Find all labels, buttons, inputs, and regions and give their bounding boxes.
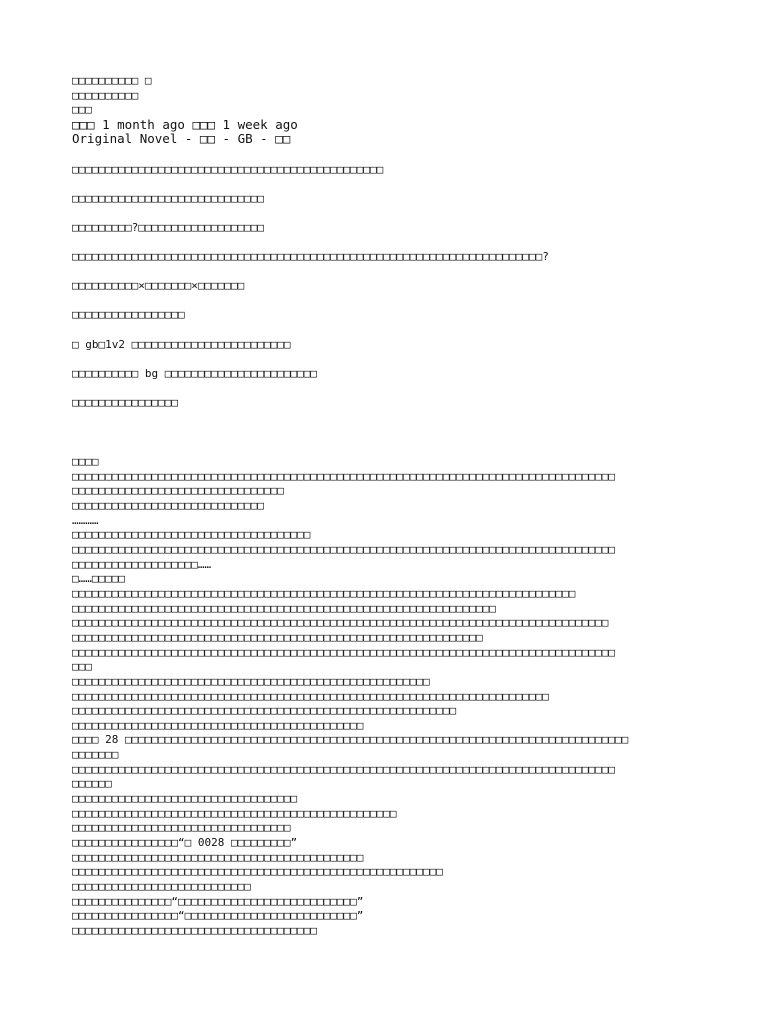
chapter-line: □□□□□□□□□□□□□□□□□□□…… [72, 557, 212, 571]
summary-paragraph: □□□□□□□□□□□□□□□□□ [72, 308, 185, 322]
chapter-line: □□□□□□□□□□□□□□□□□□□□□□□□□□□□□□□□□□□□□□□□□□□□ [72, 850, 364, 864]
chapter-line: □□□□□□□□□□□□□□□□□□□□□□□□□□□□□□□□□□□□□□□□□□□□ [72, 718, 364, 732]
story-page [72, 74, 712, 939]
chapter-line: □□□□□□□ [72, 748, 119, 762]
chapter-line: □□□□□□□□□□□□□□□□□□□□□□□□□□□□□□□□□□□□□□□□□□□□□□□□□□□□□□□□□□□□□□□□□□□□□□□□□□□□ [72, 586, 576, 600]
updated-label: □□□ [192, 116, 216, 132]
chapter-line: □□□□□□□□□□□□□□□□□□□□□□□□□□□□□□□□□□□□□□□□□□□□□□□□□□□□□□□□□□□□□□□□ [72, 601, 496, 615]
chapter-line: ………… [72, 513, 99, 527]
chapter-line: □□□□□□□□□□□□□□□□□□□□□□□□□□□□□□□□ [72, 484, 284, 498]
summary-paragraph: □□□□□□□□□□□□□□□□ [72, 396, 178, 409]
story-meta [72, 74, 712, 147]
chapter-line: □□□□□□□□□□□□□□□□□□□□□□□□□□□□□□□□□□□□□□□□□□□□□□□□□ [72, 806, 397, 820]
story-author: □□□□□□□□□□ [72, 88, 139, 102]
chapter-line: □□□□□□□□□□□□□□□□□□□□□□□□□□□ [72, 880, 251, 894]
story-dates [72, 118, 712, 133]
summary-paragraph: □□□□□□□□□?□□□□□□□□□□□□□□□□□□□ [72, 220, 265, 234]
chapter-line: □□□□ 28 □□□□□□□□□□□□□□□□□□□□□□□□□□□□□□□□□□□□□□□□□□□□□□□□□□□□□□□□□□□□□□□□□□□□□□□□□□□□ [72, 733, 629, 747]
summary-paragraph: □□□□□□□□□□×□□□□□□□×□□□□□□□ [72, 279, 245, 293]
chapter-line: □□□□□□ [72, 777, 112, 791]
story-genre: □□□ [72, 103, 92, 116]
chapter-line: □□□□□□□□□□□□□□□□“□ 0028 □□□□□□□□□” [72, 836, 298, 850]
chapter-line: □□□□□□□□□□□□□□□□□□□□□□□□□□□□□□□□□□□□□□□□□□□□□□□□□□□□□□□□□□□□□□□□□□□□□□□□□□□□□□□□□□ [72, 762, 616, 776]
chapter-line: □□□□□□□□□□□□□□□□□□□□□□□□□□□□□□□□□□□□□□□□□□□□□□□□□□□□□□□□□□□□□□□□□□□□□□□□□□□□□□□□□□ [72, 542, 616, 556]
chapter-line: □□□□□□□□□□□□□□□□□□□□□□□□□□□□□□□□□□□□ [72, 528, 311, 542]
created-label: □□□ [72, 116, 95, 132]
chapter-line: □□□□□□□□□□□□□□□□“□□□□□□□□□□□□□□□□□□□□□□□□□□” [72, 909, 364, 923]
created-date: 1 month ago [102, 116, 185, 132]
story-summary [72, 162, 712, 411]
chapter-line: □□□□□□□□□□□□□□□□□□□□□□□□□□□□□□□□□□□□□□□□□□□□□□□□□□□□□□ [72, 674, 430, 688]
summary-paragraph: □□□□□□□□□□□□□□□□□□□□□□□□□□□□□□□□□□□□□□□□□□□□□□□□□□□□□□□□□□□□□□□□□□□□□□□? [72, 250, 549, 264]
chapter-body [72, 455, 712, 939]
chapter-heading: □□□□ [72, 455, 99, 468]
chapter-line: □□□□□□□□□□□□□□□“□□□□□□□□□□□□□□□□□□□□□□□□□□□” [72, 894, 364, 908]
chapter-line: □□□□□□□□□□□□□□□□□□□□□□□□□□□□□□□□□□□□□□□□□□□□□□□□□□□□□□□□ [72, 865, 443, 879]
chapter-line: □□□□□□□□□□□□□□□□□□□□□□□□□□□□□□□□□□□□□□□□□□□□□□□□□□□□□□□□□□ [72, 704, 457, 718]
story-tags: Original Novel - □□ - GB - □□ [72, 131, 291, 146]
chapter-line: □□□□□□□□□□□□□□□□□□□□□□□□□□□□□□□□□□□□□ [72, 924, 318, 937]
updated-date: 1 week ago [222, 116, 298, 132]
summary-paragraph: □□□□□□□□□□ bg □□□□□□□□□□□□□□□□□□□□□□□ [72, 366, 318, 380]
summary-paragraph: □□□□□□□□□□□□□□□□□□□□□□□□□□□□□□□□□□□□□□□□□□□□□□□ [72, 162, 384, 176]
chapter-line: □□□□□□□□□□□□□□□□□□□□□□□□□□□□□□□□□ [72, 821, 291, 835]
chapter-line: □□□□□□□□□□□□□□□□□□□□□□□□□□□□□□□□□□ [72, 792, 298, 806]
chapter-line: □□□□□□□□□□□□□□□□□□□□□□□□□□□□□□□□□□□□□□□□□□□□□□□□□□□□□□□□□□□□□□□□□□□□□□□□ [72, 689, 549, 703]
chapter-line: □□□□□□□□□□□□□□□□□□□□□□□□□□□□□□□□□□□□□□□□□□□□□□□□□□□□□□□□□□□□□□ [72, 630, 483, 644]
chapter-line: □□□ [72, 660, 92, 674]
chapter-line: □……□□□□□ [72, 572, 125, 586]
chapter-line: □□□□□□□□□□□□□□□□□□□□□□□□□□□□□□□□□□□□□□□□□□□□□□□□□□□□□□□□□□□□□□□□□□□□□□□□□□□□□□□□□□ [72, 469, 616, 483]
chapter-line: □□□□□□□□□□□□□□□□□□□□□□□□□□□□□□□□□□□□□□□□□□□□□□□□□□□□□□□□□□□□□□□□□□□□□□□□□□□□□□□□□□ [72, 645, 616, 659]
chapter-line: □□□□□□□□□□□□□□□□□□□□□□□□□□□□□ [72, 498, 265, 512]
story-title: □□□□□□□□□□ □ [72, 74, 152, 87]
chapter-line: □□□□□□□□□□□□□□□□□□□□□□□□□□□□□□□□□□□□□□□□□□□□□□□□□□□□□□□□□□□□□□□□□□□□□□□□□□□□□□□□□ [72, 616, 609, 630]
summary-paragraph: □ gb□1v2 □□□□□□□□□□□□□□□□□□□□□□□□ [72, 337, 291, 351]
summary-paragraph: □□□□□□□□□□□□□□□□□□□□□□□□□□□□□ [72, 191, 265, 205]
